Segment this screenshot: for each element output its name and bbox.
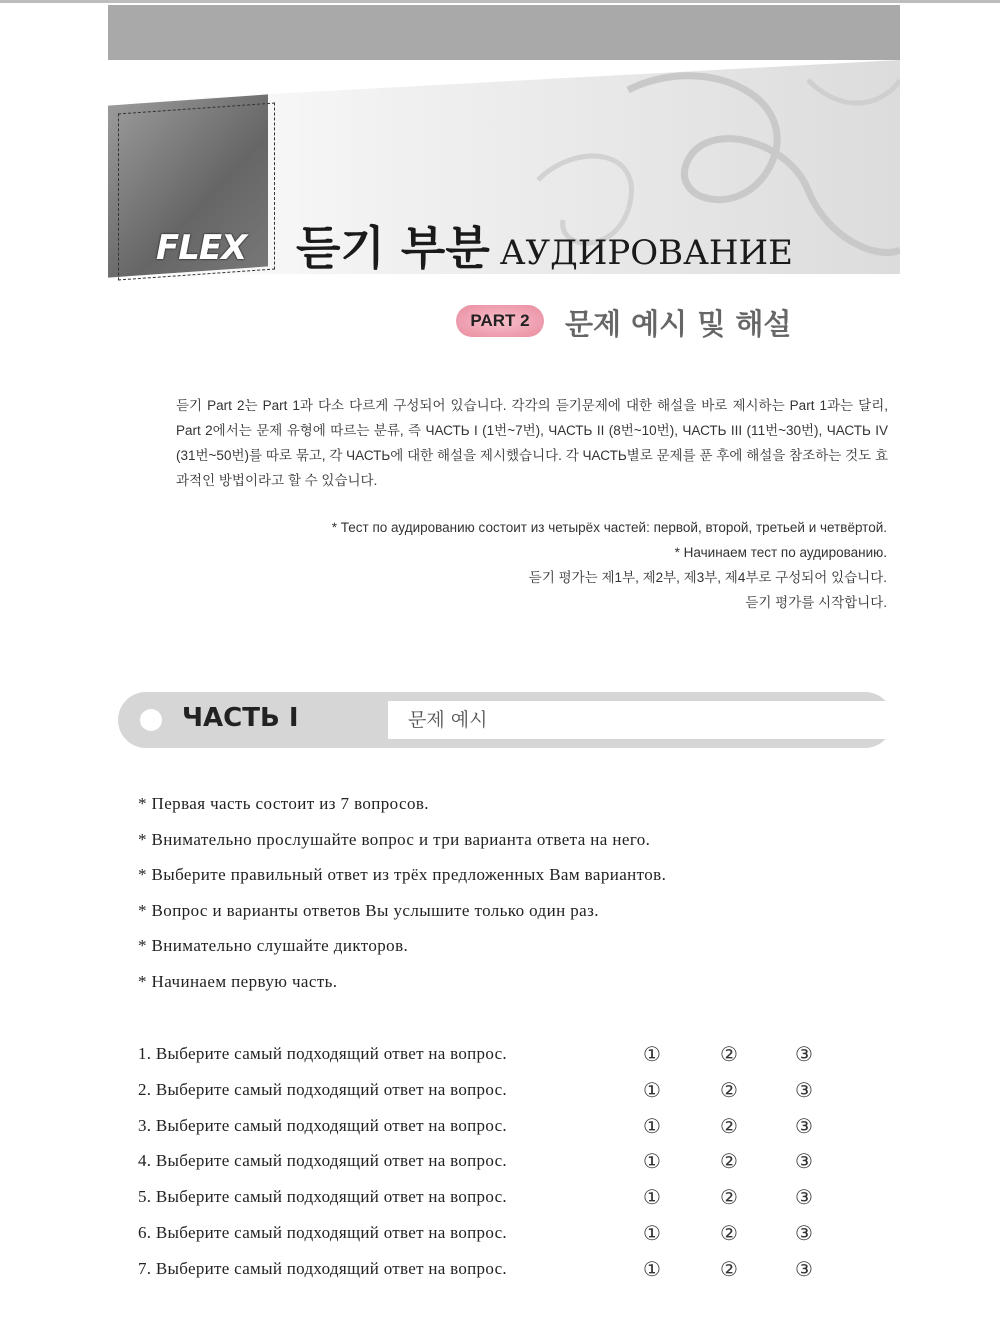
answer-option-3[interactable]: ③ xyxy=(795,1114,813,1138)
title-russian: АУДИРОВАНИЕ xyxy=(499,233,793,273)
answer-option-2[interactable]: ② xyxy=(720,1221,738,1245)
question-text: 5. Выберите самый подходящий ответ на вопрос. xyxy=(138,1187,507,1206)
question-text: 1. Выберите самый подходящий ответ на вопрос. xyxy=(138,1044,507,1063)
question-row xyxy=(138,1044,838,1074)
header-bar xyxy=(108,5,900,60)
question-row xyxy=(138,1187,838,1217)
answer-option-3[interactable]: ③ xyxy=(795,1078,813,1102)
answer-option-1[interactable]: ① xyxy=(643,1257,661,1281)
instruction-item: * Внимательно прослушайте вопрос и три варианта ответа на него. xyxy=(138,829,651,849)
answer-option-1[interactable]: ① xyxy=(643,1149,661,1173)
answer-option-3[interactable]: ③ xyxy=(795,1221,813,1245)
answer-option-3[interactable]: ③ xyxy=(795,1042,813,1066)
answer-option-2[interactable]: ② xyxy=(720,1149,738,1173)
instruction-item: * Внимательно слушайте дикторов. xyxy=(138,936,409,955)
question-text: 2. Выберите самый подходящий ответ на вопрос. xyxy=(138,1080,507,1099)
answer-option-1[interactable]: ① xyxy=(643,1042,661,1066)
flex-logo: FLEX xyxy=(156,228,247,268)
part-badge: PART 2 xyxy=(456,305,544,337)
instruction-item: * Выберите правильный ответ из трёх предложенных Вам вариантов. xyxy=(138,865,667,884)
question-text: 3. Выберите самый подходящий ответ на вопрос. xyxy=(138,1116,507,1135)
question-row xyxy=(138,1151,838,1181)
note-line: 듣기 평가는 제1부, 제2부, 제3부, 제4부로 구성되어 있습니다. xyxy=(528,570,887,585)
answer-option-3[interactable]: ③ xyxy=(795,1185,813,1209)
question-row xyxy=(138,1223,838,1253)
instructions-list xyxy=(138,794,666,1007)
answer-option-2[interactable]: ② xyxy=(720,1185,738,1209)
answer-option-2[interactable]: ② xyxy=(720,1042,738,1066)
section-subtitle: 문제 예시 xyxy=(388,701,893,739)
instruction-item: * Начинаем первую часть. xyxy=(138,971,338,991)
answer-option-3[interactable]: ③ xyxy=(795,1257,813,1281)
question-text: 4. Выберите самый подходящий ответ на вопрос. xyxy=(138,1151,507,1170)
intro-paragraph: 듣기 Part 2는 Part 1과 다소 다르게 구성되어 있습니다. 각각의 듣기문제에 대한 해설을 바로 제시하는 Part 1과는 달리, Part 2에서는 문제 유형에 따르는 분류, 즉 ЧАСТЬ I (1번~7번), ЧАСТЬ II (8번~10번), ЧАСТЬ III (11번~30번), ЧАСТЬ IV (31번~50번)를 따로 묶고, 각 ЧАСТЬ에 대한 해설을 제시했습니다. 각 ЧАСТЬ별로 문제를 푼 후에 해설을 참조하는 것도 효과적인 방법이라고 할 수 있습니다. xyxy=(176,398,888,488)
answer-option-1[interactable]: ① xyxy=(643,1185,661,1209)
answer-option-2[interactable]: ② xyxy=(720,1078,738,1102)
answer-option-1[interactable]: ① xyxy=(643,1221,661,1245)
answer-option-3[interactable]: ③ xyxy=(795,1149,813,1173)
answer-option-2[interactable]: ② xyxy=(720,1257,738,1281)
page-top-rule xyxy=(0,0,1000,3)
question-row xyxy=(138,1080,838,1110)
note-line: * Тест по аудированию состоит из четырёх частей: первой, второй, третьей и четвёртой. xyxy=(331,520,887,535)
question-row xyxy=(138,1116,838,1146)
answer-option-1[interactable]: ① xyxy=(643,1078,661,1102)
instruction-item: * Вопрос и варианты ответов Вы услышите только один раз. xyxy=(138,900,599,920)
note-line: 듣기 평가를 시작합니다. xyxy=(745,595,887,610)
title-korean: 듣기 부분 xyxy=(296,221,490,275)
section-label: ЧАСТЬ I xyxy=(182,703,299,733)
part-title: 문제 예시 및 해설 xyxy=(565,307,792,341)
question-text: 6. Выберите самый подходящий ответ на вопрос. xyxy=(138,1223,507,1242)
note-line: * Начинаем тест по аудированию. xyxy=(674,545,887,560)
bullet-dot-icon xyxy=(140,709,162,731)
notes-block xyxy=(332,515,887,615)
question-row xyxy=(138,1259,838,1289)
instruction-item: * Первая часть состоит из 7 вопросов. xyxy=(138,794,429,813)
answer-option-1[interactable]: ① xyxy=(643,1114,661,1138)
question-text: 7. Выберите самый подходящий ответ на вопрос. xyxy=(138,1259,507,1278)
page-title xyxy=(296,212,793,278)
answer-option-2[interactable]: ② xyxy=(720,1114,738,1138)
